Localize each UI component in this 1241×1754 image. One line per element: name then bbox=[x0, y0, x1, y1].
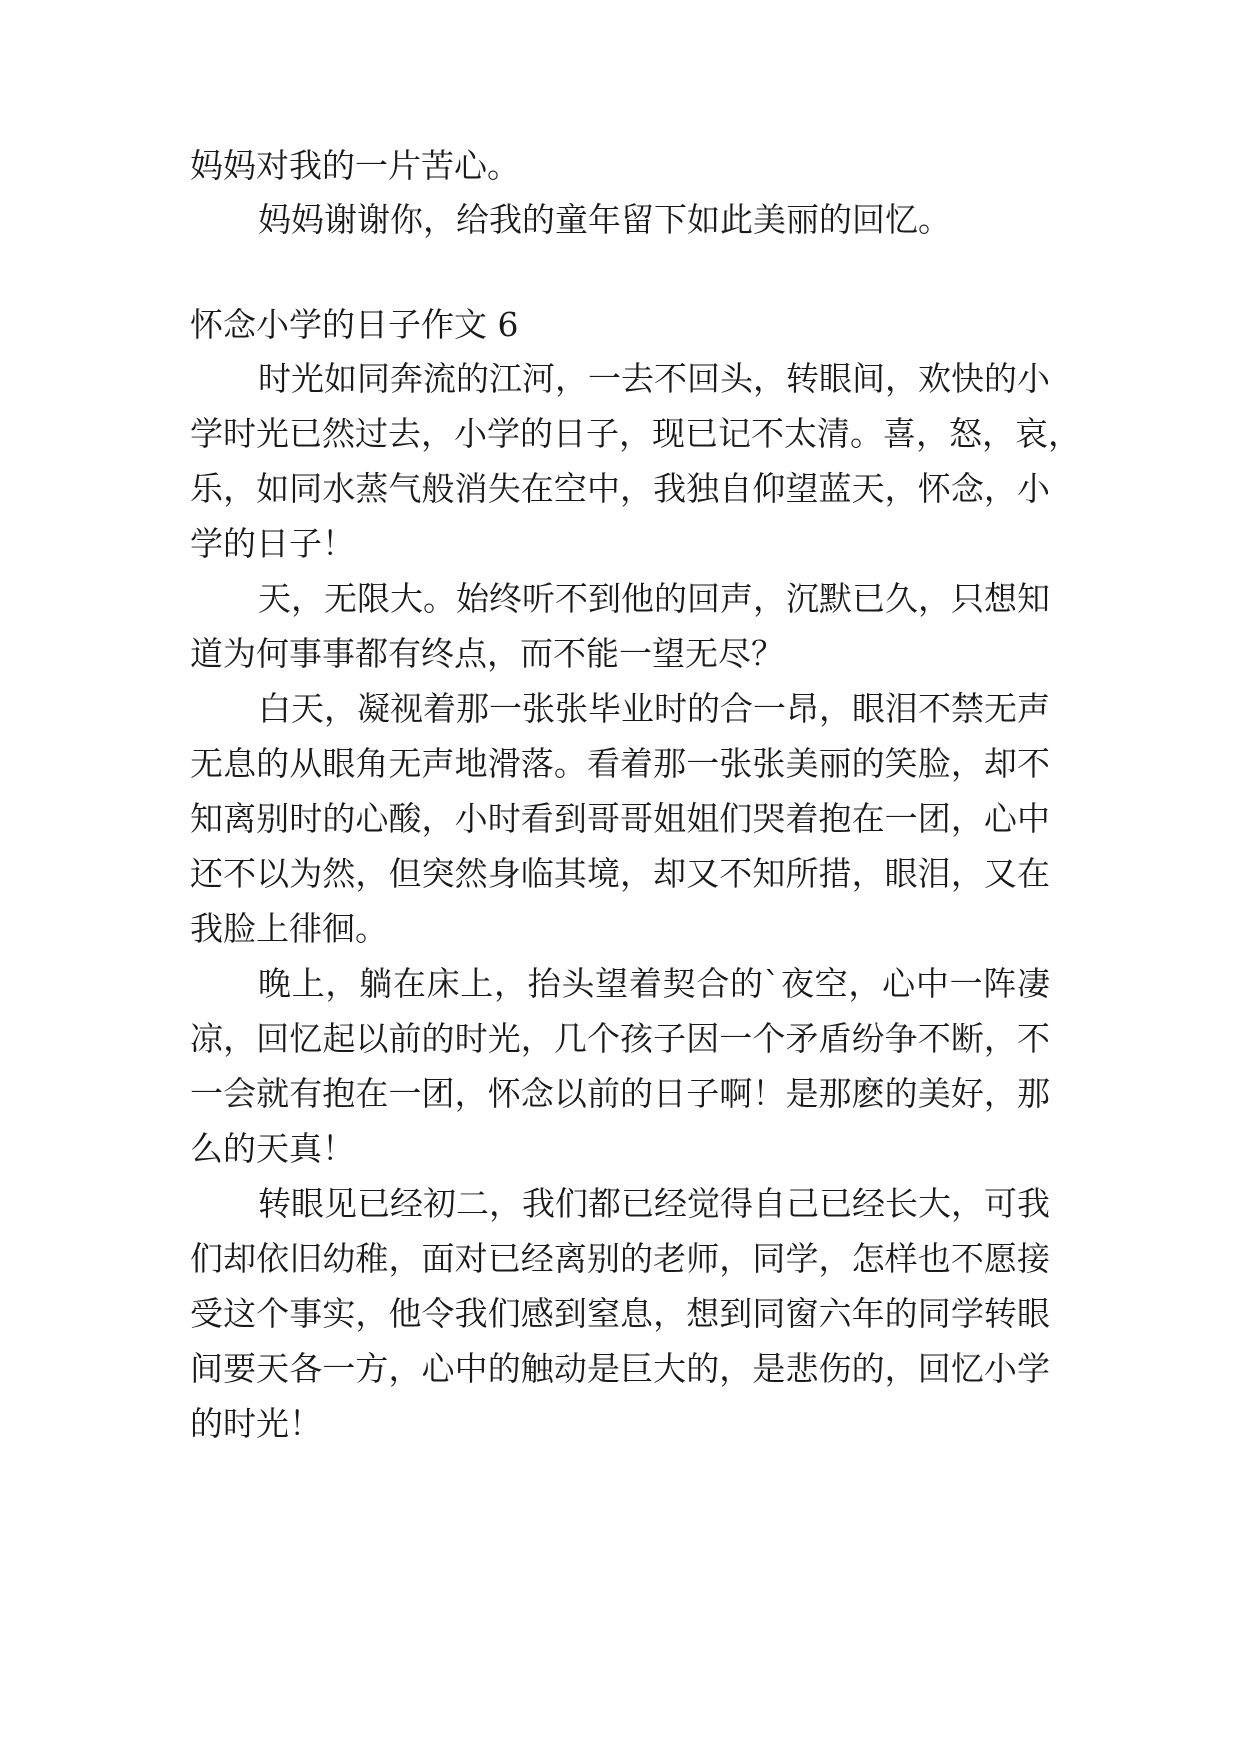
paragraph-1-line: 乐，如同水蒸气般消失在空中，我独自仰望蓝天，怀念，小 bbox=[190, 469, 1050, 508]
paragraph-3-line: 无息的从眼角无声地滑落。看着那一张张美丽的笑脸，却不 bbox=[190, 744, 1050, 783]
paragraph-3-line: 知离别时的心酸，小时看到哥哥姐姐们哭着抱在一团，心中 bbox=[190, 799, 1050, 838]
paragraph-3-line: 还不以为然，但突然身临其境，却又不知所措，眼泪，又在 bbox=[190, 854, 1050, 893]
paragraph-tail-line: 妈妈对我的一片苦心。 bbox=[190, 146, 520, 185]
paragraph-5-line: 们却依旧幼稚，面对已经离别的老师，同学，怎样也不愿接 bbox=[190, 1239, 1050, 1278]
paragraph-5-line: 的时光！ bbox=[190, 1404, 322, 1443]
paragraph-5-line: 转眼见已经初二，我们都已经觉得自己已经长大，可我 bbox=[258, 1184, 1050, 1223]
paragraph-3-line: 我脸上徘徊。 bbox=[190, 909, 388, 948]
paragraph-5-line: 受这个事实，他令我们感到窒息，想到同窗六年的同学转眼 bbox=[190, 1294, 1050, 1333]
paragraph-2-line: 天，无限大。始终听不到他的回声，沉默已久，只想知 bbox=[258, 579, 1050, 618]
paragraph-1-line: 时光如同奔流的江河，一去不回头，转眼间，欢快的小 bbox=[258, 359, 1050, 398]
paragraph-3-line: 白天，凝视着那一张张毕业时的合一昂，眼泪不禁无声 bbox=[258, 689, 1050, 728]
paragraph-5-line: 间要天各一方，心中的触动是巨大的，是悲伤的，回忆小学 bbox=[190, 1349, 1050, 1388]
paragraph-4-line: 么的天真！ bbox=[190, 1129, 355, 1168]
paragraph-4-line: 一会就有抱在一团，怀念以前的日子啊！是那麽的美好，那 bbox=[190, 1074, 1050, 1113]
paragraph-4-line: 晚上，躺在床上，抬头望着契合的`夜空，心中一阵凄 bbox=[258, 964, 1050, 1003]
paragraph-1-line: 学时光已然过去，小学的日子，现已记不太清。喜，怒，哀， bbox=[190, 414, 1081, 453]
paragraph-4-line: 凉，回忆起以前的时光，几个孩子因一个矛盾纷争不断，不 bbox=[190, 1019, 1050, 1058]
paragraph-2-line: 道为何事事都有终点，而不能一望无尽？ bbox=[190, 634, 784, 673]
paragraph-1-line: 学的日子！ bbox=[190, 524, 355, 563]
essay-heading: 怀念小学的日子作文 6 bbox=[190, 305, 519, 344]
paragraph-thanks-line: 妈妈谢谢你，给我的童年留下如此美丽的回忆。 bbox=[258, 200, 951, 239]
